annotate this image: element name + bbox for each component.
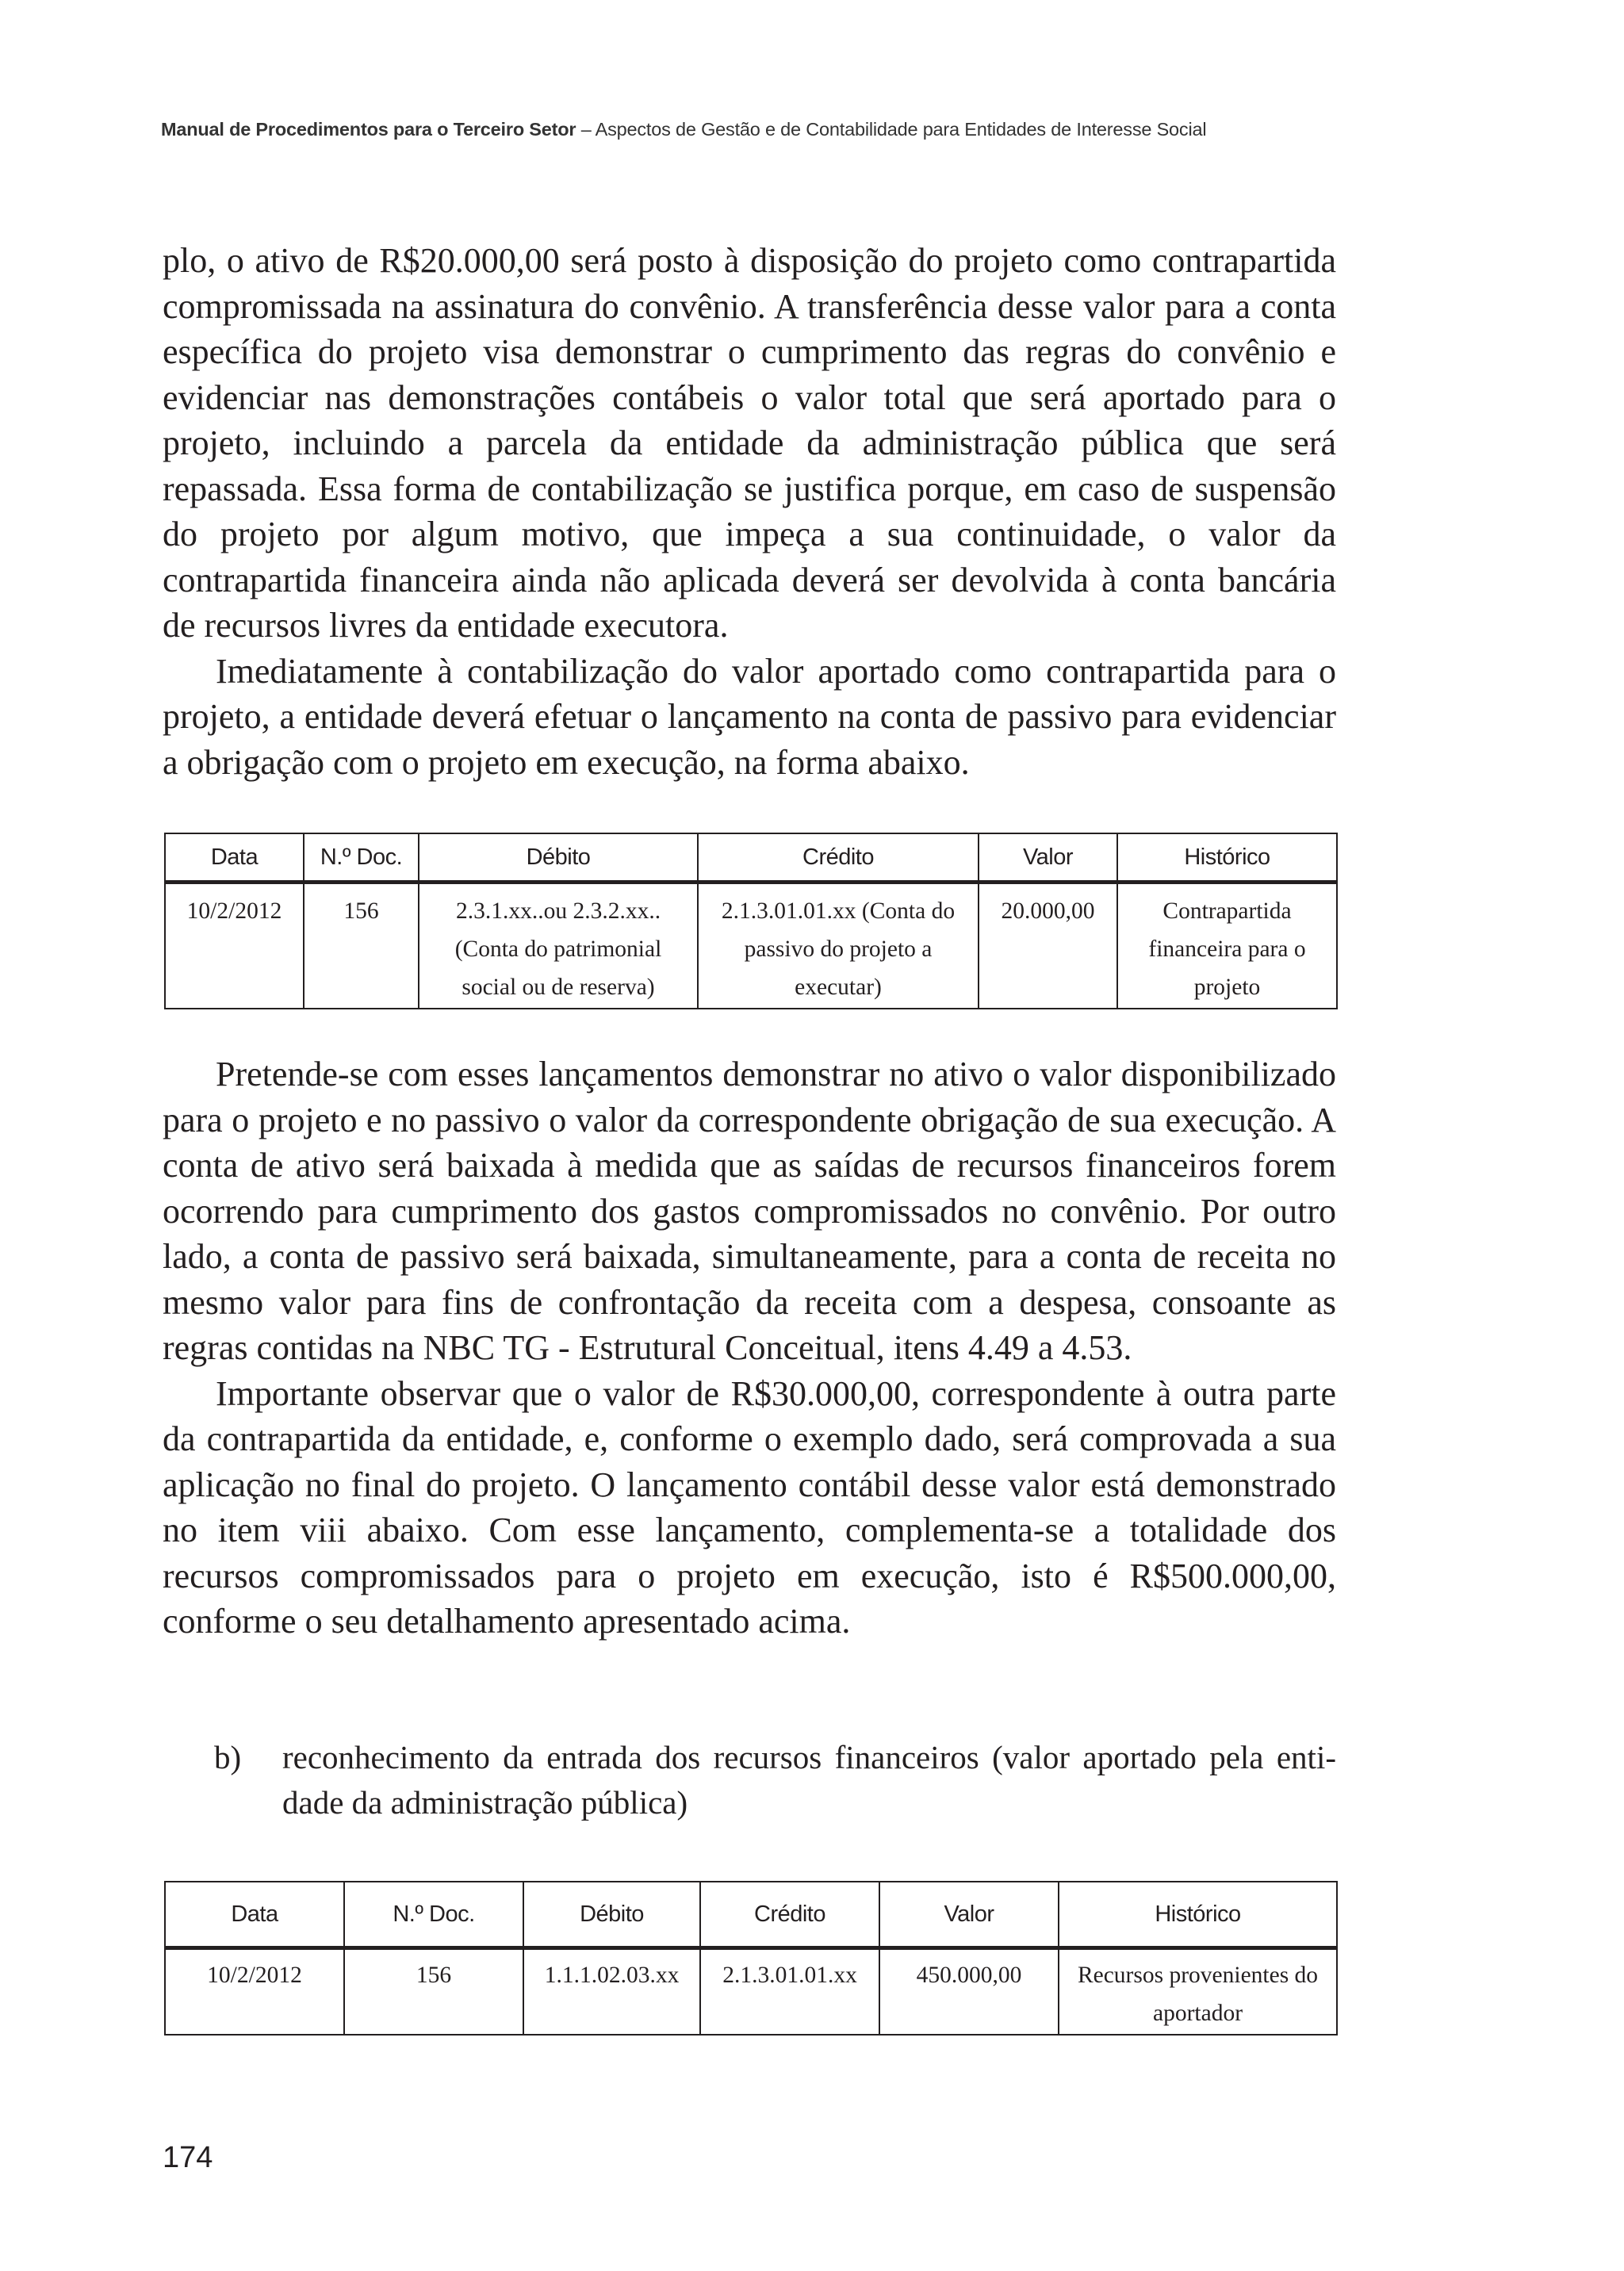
cell-valor: 20.000,00 [979, 883, 1117, 1009]
journal-entry-table-2 [164, 1881, 1338, 2035]
paragraph-liability-entry: Imediatamente à contabilização do valor aportado como contrapartida para o projeto, a entidade deverá efetuar o lançamento na conta de passivo para evidenciar a obrigação com o projeto em execução, na forma abaixo. [163, 651, 1336, 782]
page-number: 174 [163, 2141, 213, 2174]
column-header-debito: Débito [523, 1882, 700, 1948]
cell-debito: 2.3.1.xx..ou 2.3.2.xx.. (Conta do patrimonial social ou de reserva) [419, 883, 698, 1009]
running-header-subtitle: – Aspectos de Gestão e de Contabilidade para Entidades de Interesse Social [576, 119, 1207, 140]
cell-valor: 450.000,00 [879, 1948, 1059, 2035]
paragraph-important: Importante observar que o valor de R$30.000,00, correspondente à outra parte da contrapartida da entidade, e, conforme o exemplo dado, será comprovada a sua aplicação no final do projeto. O lançamento contábil desse valor está demonstrado no item viii abaixo. Com esse lançamento, complementa-se a totalidade dos recursos compromissados para o projeto em execução, isto é R$500.000,00, conforme o seu detalhamento apresentado acima. [163, 1373, 1336, 1641]
column-header-data: Data [165, 1882, 344, 1948]
cell-data: 10/2/2012 [165, 1948, 344, 2035]
table-row [165, 883, 1337, 1009]
column-header-valor: Valor [979, 833, 1117, 883]
list-marker: b) [214, 1739, 242, 1775]
column-header-data: Data [165, 833, 304, 883]
running-header [161, 117, 1382, 141]
cell-credito: 2.1.3.01.01.xx (Conta do passivo do projeto a executar) [698, 883, 979, 1009]
body-text-top [163, 238, 1336, 785]
cell-debito: 1.1.1.02.03.xx [523, 1948, 700, 2035]
table-header-row [165, 833, 1337, 883]
cell-credito: 2.1.3.01.01.xx [700, 1948, 879, 2035]
column-header-doc: N.º Doc. [344, 1882, 523, 1948]
list-item-text: reconhecimento da entrada dos recursos financeiros (valor aportado pela entidade da administração pública) [282, 1739, 1336, 1821]
journal-entry-table-1 [164, 833, 1338, 1009]
column-header-credito: Crédito [700, 1882, 879, 1948]
body-text-middle [163, 1051, 1336, 1645]
table-row [165, 1948, 1337, 2035]
column-header-doc: N.º Doc. [304, 833, 419, 883]
column-header-historico: Histórico [1117, 833, 1337, 883]
cell-data: 10/2/2012 [165, 883, 304, 1009]
cell-historico: Recursos provenientes do aportador [1059, 1948, 1337, 2035]
column-header-debito: Débito [419, 833, 698, 883]
table-header-row [165, 1882, 1337, 1948]
column-header-historico: Histórico [1059, 1882, 1337, 1948]
column-header-valor: Valor [879, 1882, 1059, 1948]
running-header-title: Manual de Procedimentos para o Terceiro Setor [161, 119, 576, 140]
paragraph-purpose: Pretende-se com esses lançamentos demonstrar no ativo o valor disponibilizado para o projeto e no passivo o valor da correspondente obrigação de sua execução. A conta de ativo será baixada à medida que as saídas de recursos financeiros forem ocorrendo para cumprimento dos gastos compromissados no convênio. Por outro lado, a conta de passivo será baixada, simultaneamente, para a conta de receita no mesmo valor para fins de confrontação da receita com a despesa, consoante as regras contidas na NBC TG - Estrutural Conceitual, itens 4.49 a 4.53. [163, 1055, 1336, 1367]
cell-doc: 156 [304, 883, 419, 1009]
cell-doc: 156 [344, 1948, 523, 2035]
paragraph-continued: plo, o ativo de R$20.000,00 será posto à disposição do projeto como contrapartida compromissada na assinatura do convênio. A transferência desse valor para a conta específica do projeto visa demonstrar o cumprimento das regras do convênio e evidenciar nas demonstrações contábeis o valor total que será aportado para o projeto, incluindo a parcela da entidade da administração pública que será repassada. Essa forma de contabilização se justifica porque, em caso de suspensão do projeto por algum motivo, que impeça a sua continuidade, o valor da contrapartida financeira ainda não aplicada deverá ser devolvida à conta bancária de recursos livres da entidade executora. [163, 241, 1336, 645]
cell-historico: Contrapartida financeira para o projeto [1117, 883, 1337, 1009]
column-header-credito: Crédito [698, 833, 979, 883]
